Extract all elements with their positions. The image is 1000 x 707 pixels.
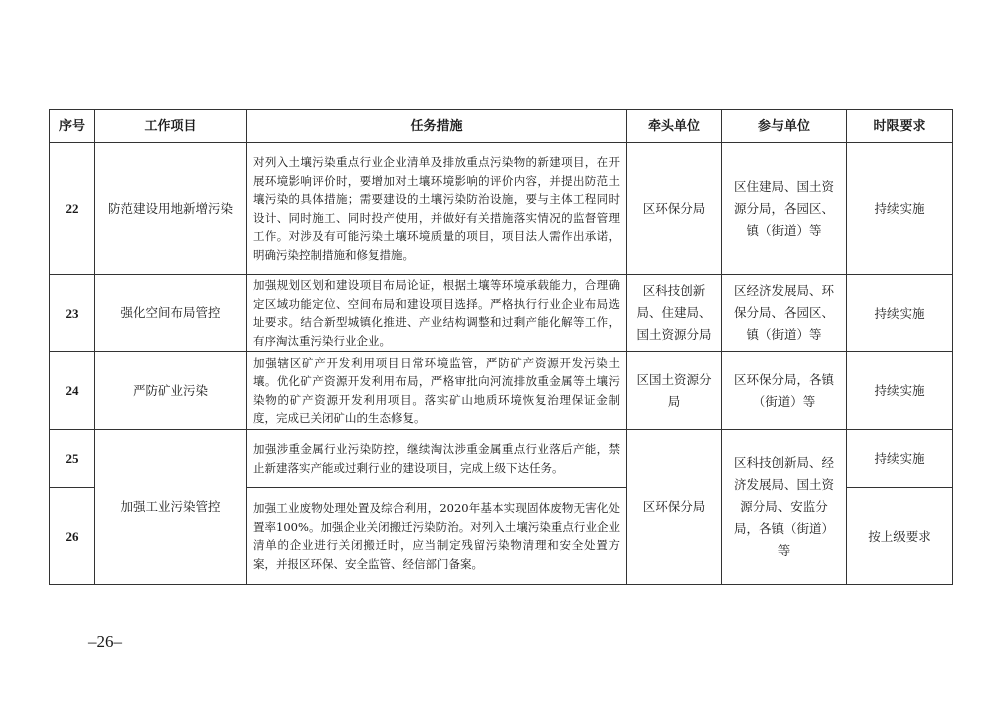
- header-task-measures: 任务措施: [247, 110, 627, 143]
- deadline: 持续实施: [847, 143, 953, 275]
- lead-unit: 区环保分局: [627, 143, 722, 275]
- lead-unit: 区科技创新局、住建局、国土资源分局: [627, 275, 722, 352]
- task-measures: 加强辖区矿产开发利用项目日常环境监管，严防矿产资源开发污染土壤。优化矿产资源开发利用布局，严格审批向河流排放重金属等土壤污染物的矿产资源开发利用项目。落实矿山地质环境恢复治理保证金制度，完成已关闭矿山的生态修复。: [247, 352, 627, 430]
- header-lead-unit: 牵头单位: [627, 110, 722, 143]
- participating-units: 区环保分局，各镇（街道）等: [722, 352, 847, 430]
- task-table: [49, 109, 953, 585]
- table-row: [50, 352, 953, 430]
- task-measures: 加强涉重金属行业污染防控，继续淘汰涉重金属重点行业落后产能，禁止新建落实产能或过剩行业的建设项目，完成上级下达任务。: [247, 430, 627, 488]
- work-project: 加强工业污染管控: [95, 430, 247, 585]
- deadline: 持续实施: [847, 352, 953, 430]
- task-measures: 加强工业废物处理处置及综合利用，2020年基本实现固体废物无害化处置率100%。加强企业关闭搬迁污染防治。对列入土壤污染重点行业企业清单的企业进行关闭搬迁时，应当制定残留污染物清理和安全处置方案，并报区环保、安全监管、经信部门备案。: [247, 488, 627, 585]
- table-row: [50, 143, 953, 275]
- header-index: 序号: [50, 110, 95, 143]
- deadline: 持续实施: [847, 275, 953, 352]
- task-measures: 加强规划区划和建设项目布局论证，根据土壤等环境承载能力，合理确定区域功能定位、空间布局和建设项目选择。严格执行行业企业布局选址要求。结合新型城镇化推进、产业结构调整和过剩产能化解等工作，有序淘汰重污染行业企业。: [247, 275, 627, 352]
- deadline: 持续实施: [847, 430, 953, 488]
- row-number: 23: [50, 275, 95, 352]
- work-project: 防范建设用地新增污染: [95, 143, 247, 275]
- participating-units: 区住建局、国土资源分局，各园区、镇（街道）等: [722, 143, 847, 275]
- header-participating-units: 参与单位: [722, 110, 847, 143]
- lead-unit: 区国土资源分局: [627, 352, 722, 430]
- header-work-project: 工作项目: [95, 110, 247, 143]
- row-number: 25: [50, 430, 95, 488]
- participating-units: 区经济发展局、环保分局、各园区、镇（街道）等: [722, 275, 847, 352]
- participating-units: 区科技创新局、经济发展局、国土资源分局、安监分局，各镇（街道）等: [722, 430, 847, 585]
- table-header-row: [50, 110, 953, 143]
- header-deadline: 时限要求: [847, 110, 953, 143]
- lead-unit: 区环保分局: [627, 430, 722, 585]
- work-project: 严防矿业污染: [95, 352, 247, 430]
- table-row: [50, 275, 953, 352]
- row-number: 22: [50, 143, 95, 275]
- page-number: –26–: [88, 632, 122, 651]
- task-measures: 对列入土壤污染重点行业企业清单及排放重点污染物的新建项目，在开展环境影响评价时，要增加对土壤环境影响的评价内容，并提出防范土壤污染的具体措施；需要建设的土壤污染防治设施，要与主体工程同时设计、同时施工、同时投产使用，并做好有关措施落实情况的监督管理工作。对涉及有可能污染土壤环境质量的项目，项目法人需作出承诺，明确污染控制措施和修复措施。: [247, 143, 627, 275]
- deadline: 按上级要求: [847, 488, 953, 585]
- row-number: 26: [50, 488, 95, 585]
- work-project: 强化空间布局管控: [95, 275, 247, 352]
- row-number: 24: [50, 352, 95, 430]
- table-row: [50, 430, 953, 488]
